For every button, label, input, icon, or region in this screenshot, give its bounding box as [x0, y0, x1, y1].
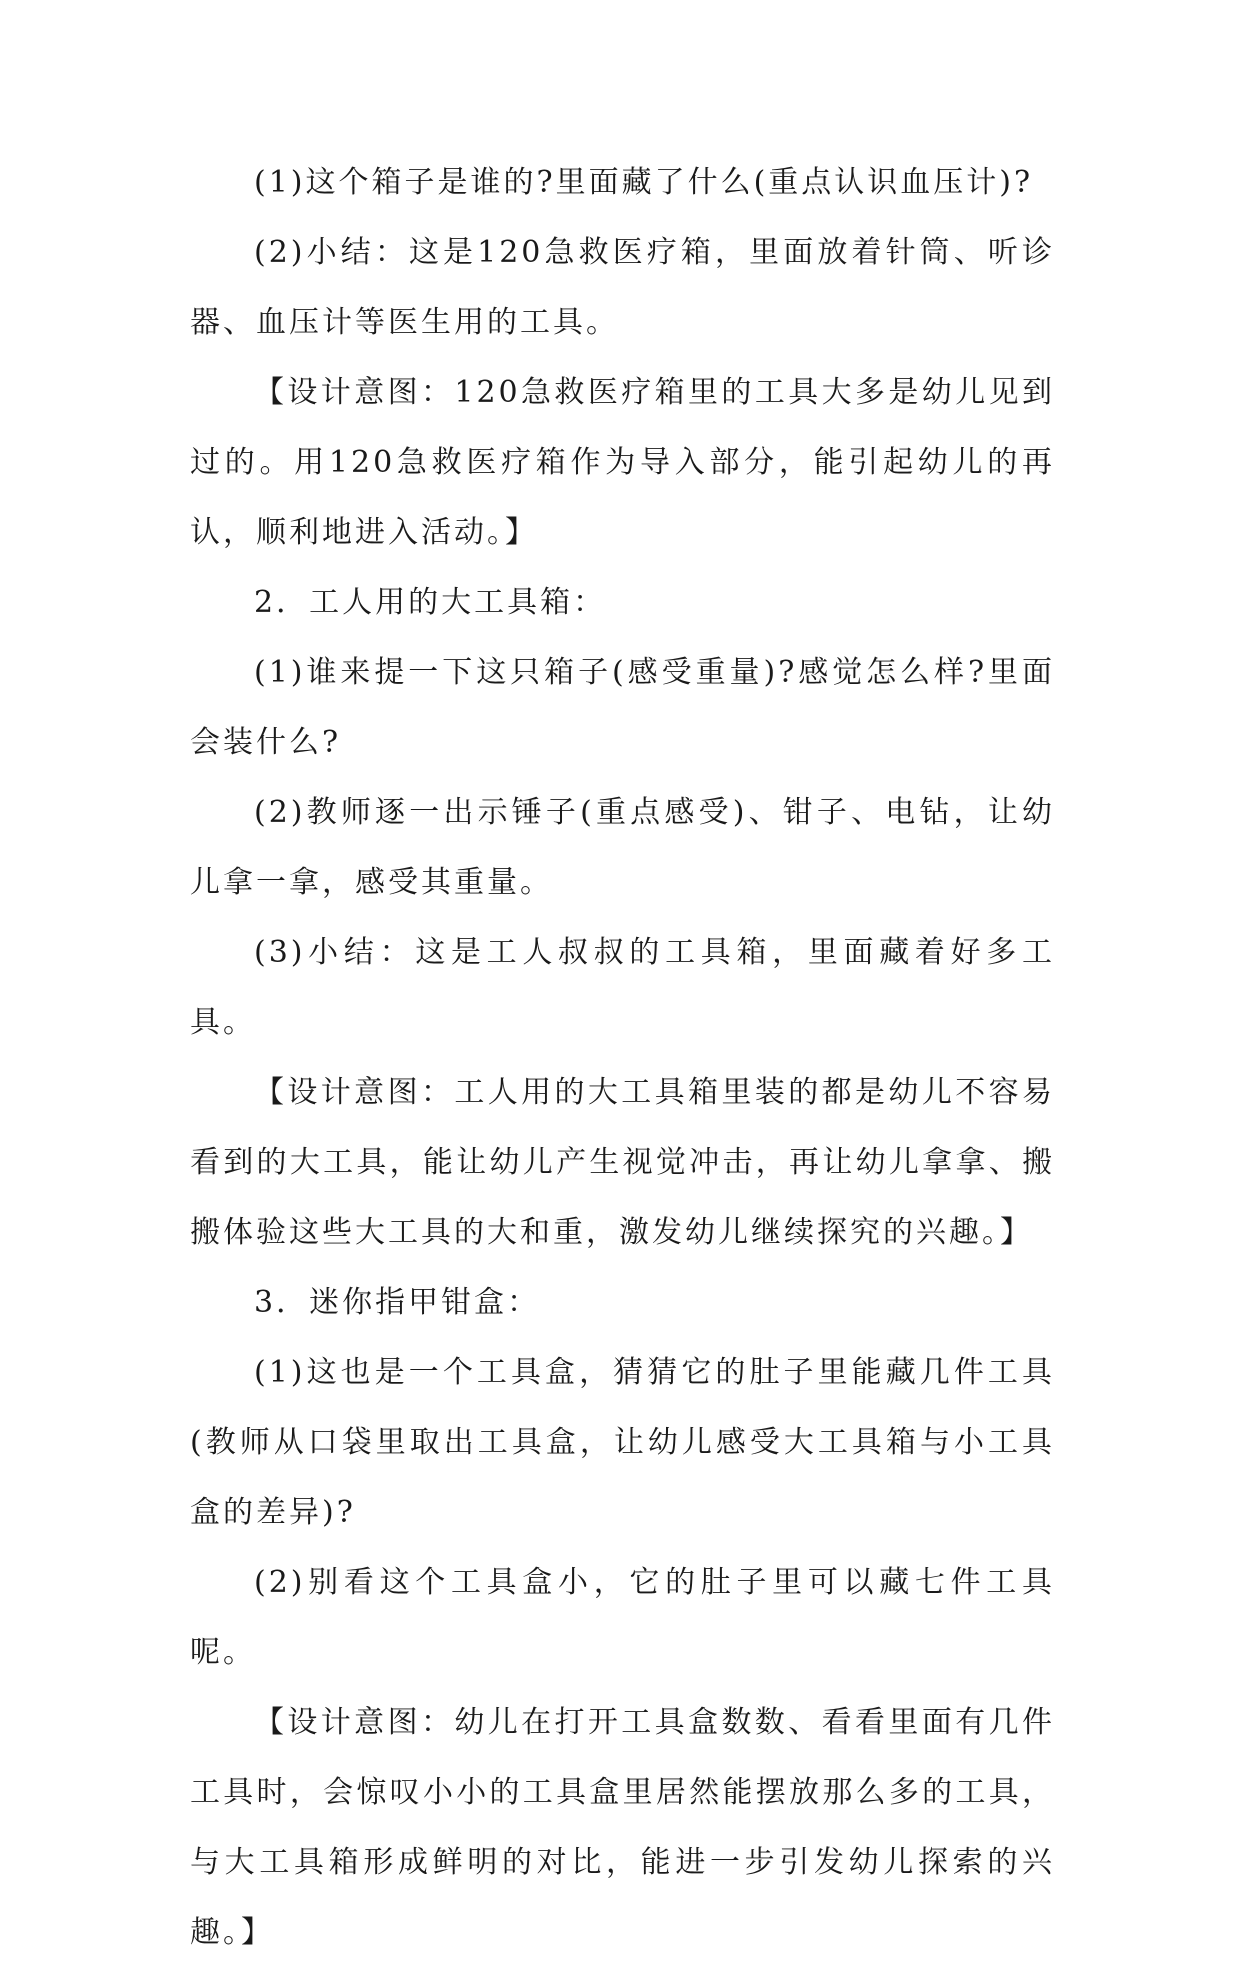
paragraph-2: (2)小结：这是120急救医疗箱，里面放着针筒、听诊器、血压计等医生用的工具。 [190, 235, 1055, 340]
paragraph-7: (3)小结：这是工人叔叔的工具箱，里面藏着好多工具。 [190, 935, 1055, 1040]
paragraph-8: 【设计意图：工人用的大工具箱里装的都是幼儿不容易看到的大工具，能让幼儿产生视觉冲击，再让幼儿拿拿、搬搬体验这些大工具的大和重，激发幼儿继续探究的兴趣。】 [190, 1075, 1055, 1250]
document-body [190, 148, 1055, 1968]
paragraph-12: 【设计意图：幼儿在打开工具盒数数、看看里面有几件工具时，会惊叹小小的工具盒里居然能摆放那么多的工具，与大工具箱形成鲜明的对比，能进一步引发幼儿探索的兴趣。】 [190, 1705, 1055, 1950]
paragraph-6: (2)教师逐一出示锤子(重点感受)、钳子、电钻，让幼儿拿一拿，感受其重量。 [190, 795, 1055, 900]
paragraph-1: (1)这个箱子是谁的?里面藏了什么(重点认识血压计)? [254, 165, 1034, 200]
section-heading-2: 2．工人用的大工具箱： [254, 585, 607, 620]
paragraph-5: (1)谁来提一下这只箱子(感受重量)?感觉怎么样?里面会装什么? [190, 655, 1055, 760]
paragraph-3: 【设计意图：120急救医疗箱里的工具大多是幼儿见到过的。用120急救医疗箱作为导入部分，能引起幼儿的再认，顺利地进入活动。】 [190, 375, 1055, 550]
section-heading-3: 3．迷你指甲钳盒： [254, 1285, 541, 1320]
paragraph-11: (2)别看这个工具盒小，它的肚子里可以藏七件工具呢。 [190, 1565, 1055, 1670]
paragraph-10: (1)这也是一个工具盒，猜猜它的肚子里能藏几件工具(教师从口袋里取出工具盒，让幼儿感受大工具箱与小工具盒的差异)? [190, 1355, 1055, 1530]
